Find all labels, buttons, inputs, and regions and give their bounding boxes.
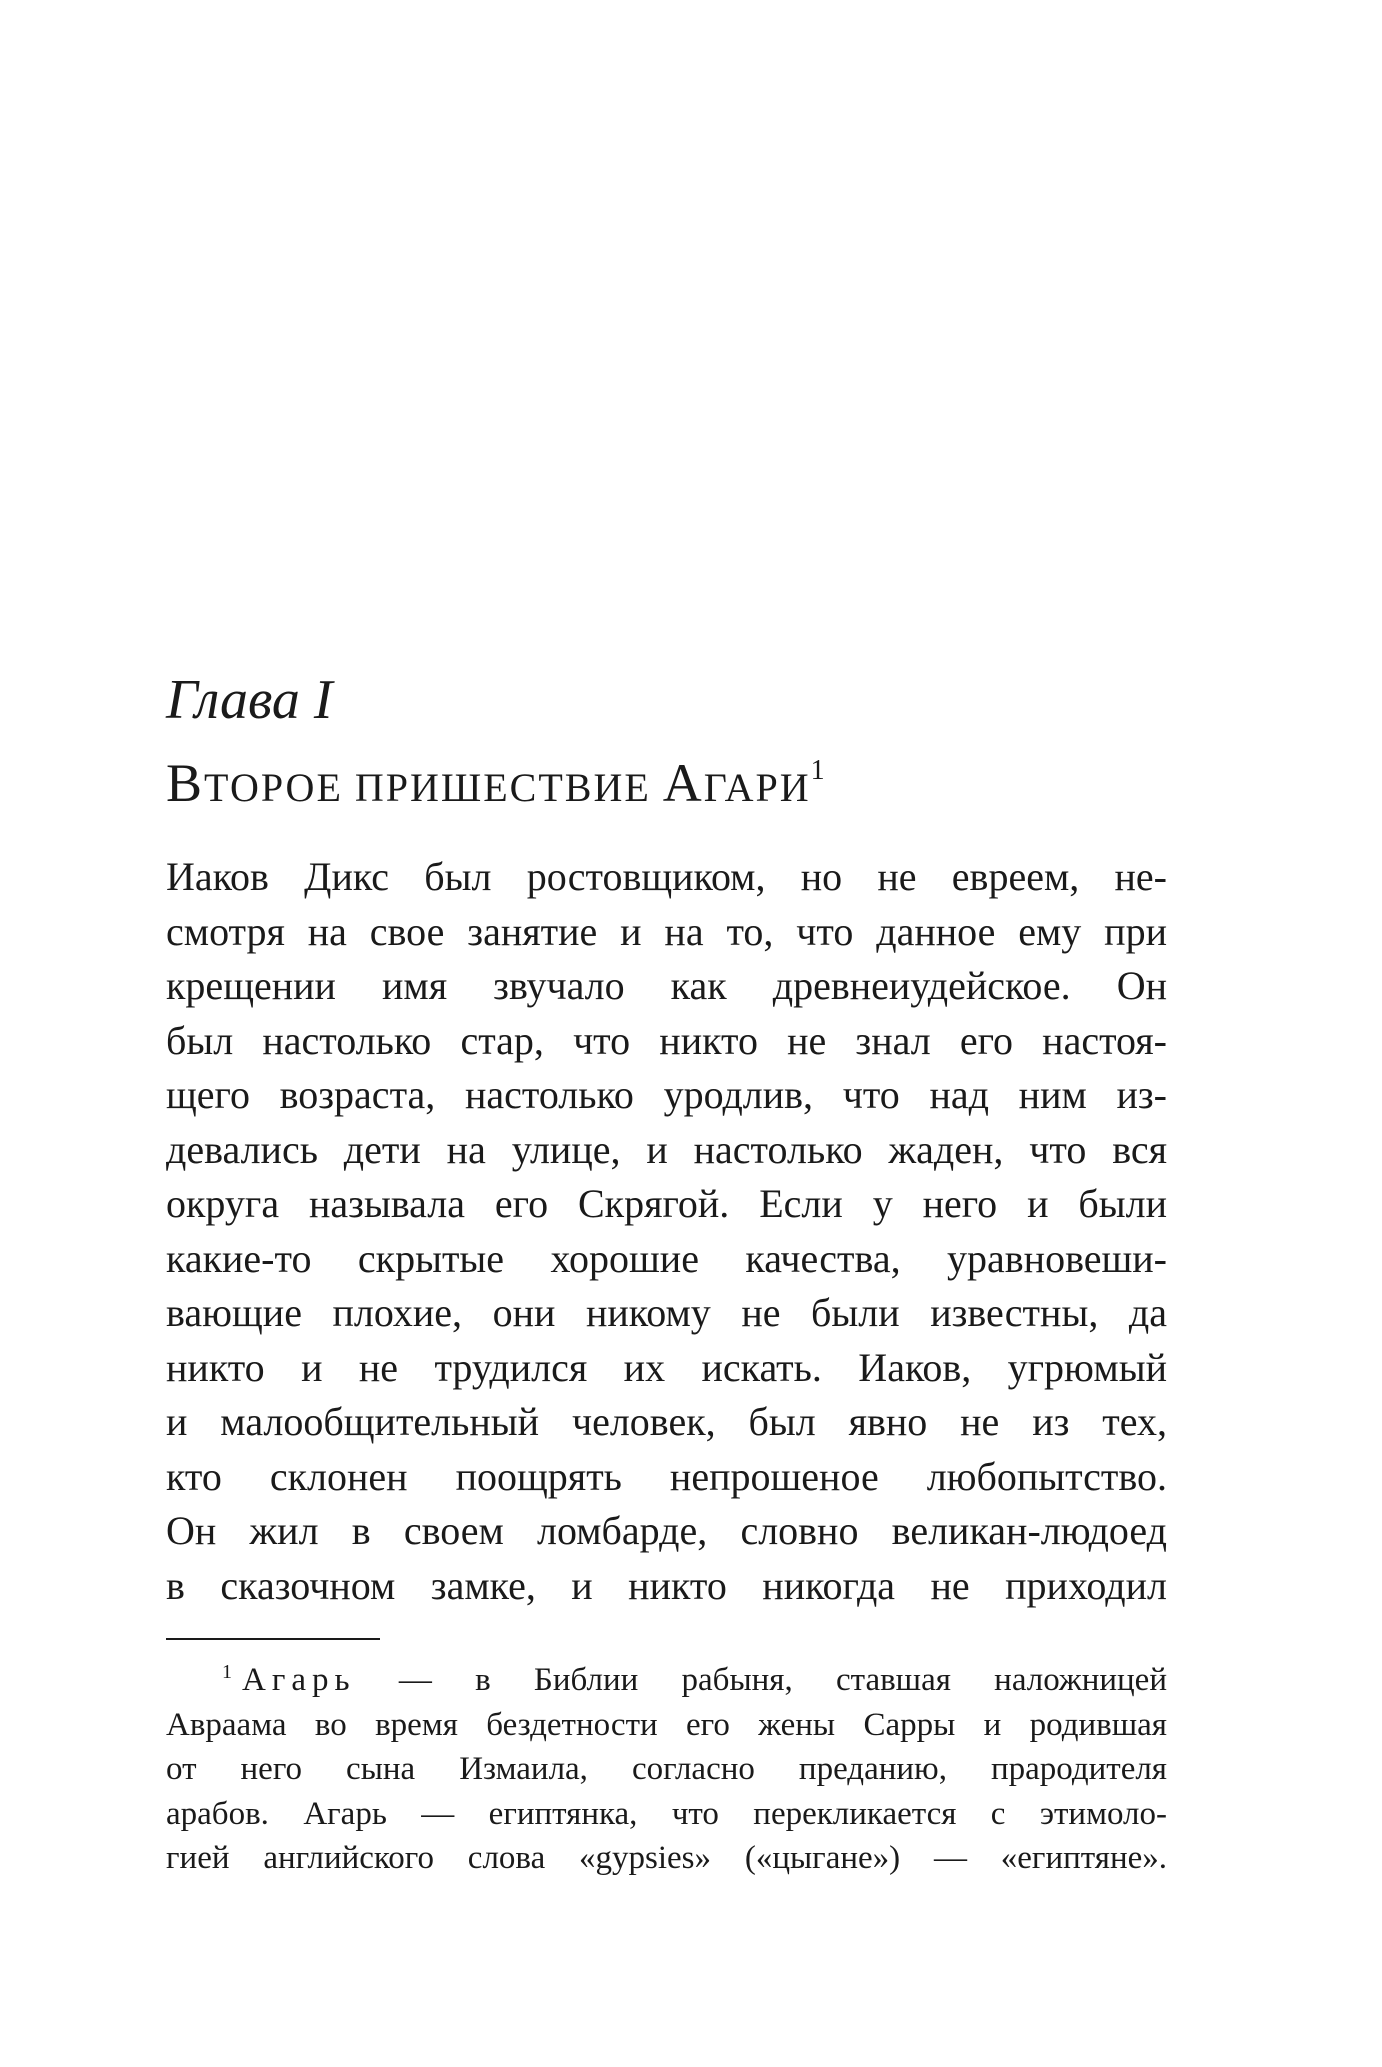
- footnote-divider: [166, 1638, 380, 1640]
- title-part-1: ТОРОЕ ПРИШЕСТВИЕ: [204, 765, 663, 810]
- body-line: кто склонен поощрять непрошеное любопытство.: [166, 1453, 1167, 1499]
- body-line: вающие плохие, они никому не были известны, да: [166, 1290, 1167, 1335]
- body-line: и малообщительный человек, был явно не из тех,: [166, 1399, 1167, 1444]
- body-line: крещении имя звучало как древнеиудейское. Он: [166, 963, 1167, 1008]
- footnote-line: гией английского слова «gypsies» («цыгане») — «египтяне».: [166, 1840, 1167, 1876]
- footnote-line: [166, 1658, 1167, 1703]
- title-initial-1: В: [166, 753, 205, 813]
- title-initial-2: А: [662, 753, 704, 813]
- body-line: девались дети на улице, и настолько жаден, что вся: [166, 1126, 1167, 1172]
- body-line: округа называла его Скрягой. Если у него и были: [166, 1181, 1167, 1226]
- footnote-line: от него сына Измаила, согласно преданию, прародителя: [166, 1751, 1167, 1787]
- body-line: Он жил в своем ломбарде, словно великан-людоед: [166, 1508, 1167, 1553]
- footnote-term: Агарь: [242, 1662, 356, 1698]
- footnote-line: Авраама во время бездетности его жены Сарры и родившая: [166, 1706, 1167, 1743]
- footnote-reference[interactable]: 1: [810, 755, 825, 786]
- body-line: никто и не трудился их искать. Иаков, угрюмый: [166, 1344, 1167, 1390]
- footnote: [166, 1658, 1167, 1881]
- footnote-marker: 1: [222, 1661, 232, 1683]
- body-line: Иаков Дикс был ростовщиком, но не евреем, не-: [166, 854, 1167, 899]
- body-line: в сказочном замке, и никто никогда не приходил: [166, 1562, 1167, 1608]
- body-line: какие-то скрытые хорошие качества, уравновеши-: [166, 1235, 1167, 1281]
- footnote-line: арабов. Агарь — египтянка, что перекликается с этимоло-: [166, 1795, 1167, 1832]
- chapter-title: [166, 753, 825, 815]
- footnote-line1-rest: — в Библии рабыня, ставшая наложницей: [398, 1662, 1167, 1698]
- title-part-2: ГАРИ: [703, 765, 811, 810]
- chapter-label: Глава I: [166, 669, 333, 731]
- body-line: был настолько стар, что никто не знал его настоя-: [166, 1017, 1167, 1063]
- body-line: смотря на свое занятие и на то, что данное ему при: [166, 908, 1167, 954]
- body-line: щего возраста, настолько уродлив, что над ним из-: [166, 1072, 1167, 1117]
- body-text: [166, 850, 1167, 1613]
